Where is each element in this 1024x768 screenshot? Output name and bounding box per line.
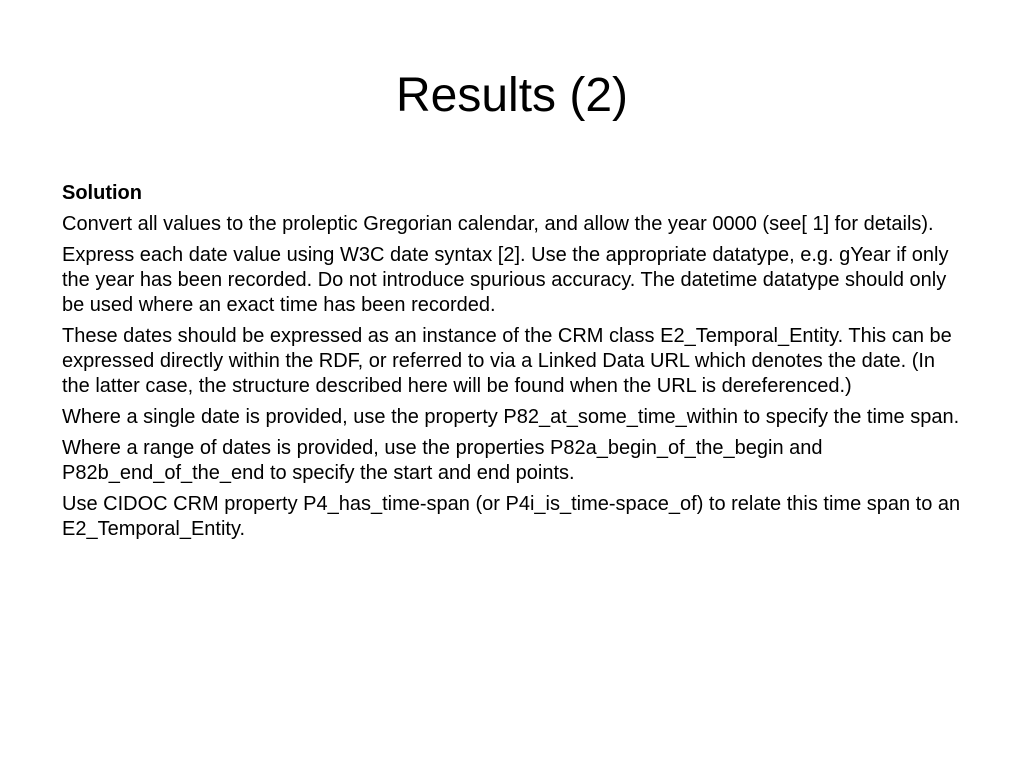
body-paragraph: Where a single date is provided, use the property P82_at_some_time_within to specify the time span. <box>62 406 960 428</box>
body-paragraph: Use CIDOC CRM property P4_has_time-span (or P4i_is_time-space_of) to relate this time span to an E2_Temporal_Entity. <box>62 493 961 540</box>
body-paragraph: Where a range of dates is provided, use the properties P82a_begin_of_the_begin and P82b_end_of_the_end to specify the start and end points. <box>62 437 823 484</box>
body-paragraph: Express each date value using W3C date syntax [2]. Use the appropriate datatype, e.g. gYear if only the year has been recorded. Do not introduce spurious accuracy. The datetime datatype should only be used where an exact time has been recorded. <box>62 244 949 316</box>
slide-title: Results (2) <box>395 69 629 122</box>
slide-body <box>62 181 967 548</box>
body-paragraph: These dates should be expressed as an instance of the CRM class E2_Temporal_Entity. This can be expressed directly within the RDF, or referred to via a Linked Data URL which denotes the date. (In the latter case, the structure described here will be found when the URL is dereferenced.) <box>62 325 952 397</box>
body-paragraph: Convert all values to the proleptic Gregorian calendar, and allow the year 0000 (see[ 1] for details). <box>62 213 934 235</box>
body-heading: Solution <box>62 182 142 204</box>
